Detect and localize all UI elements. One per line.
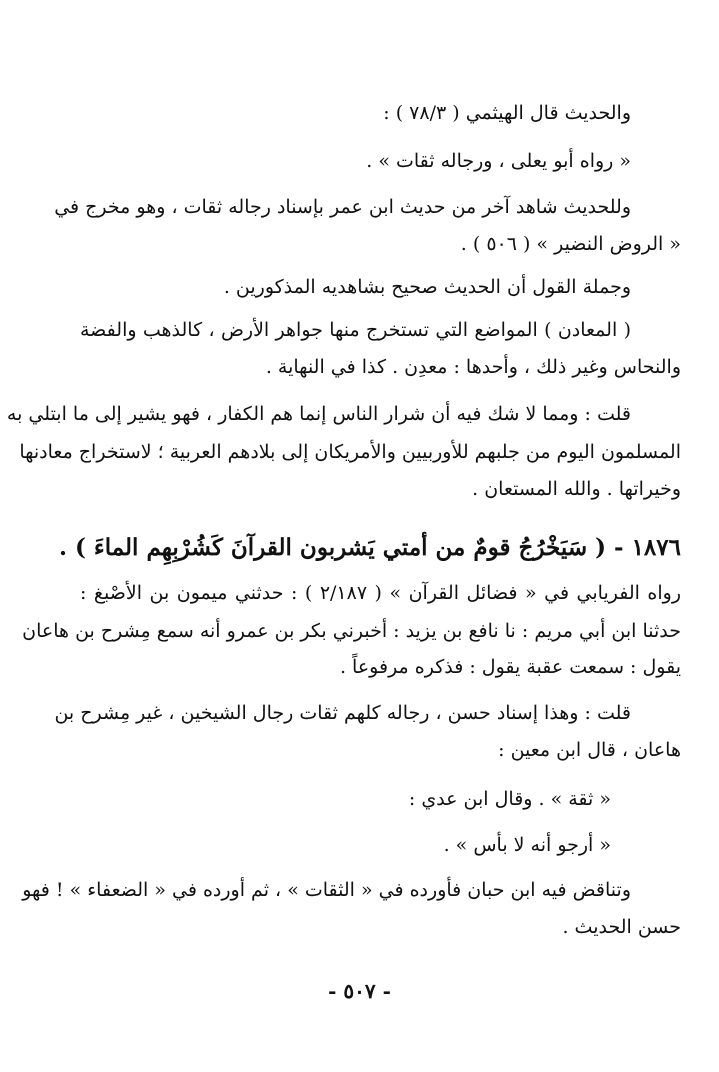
text-line: هاعان ، قال ابن معين : bbox=[498, 739, 681, 761]
text-line: حسن الحديث . bbox=[562, 916, 681, 938]
text-line: وللحديث شاهد آخر من حديث ابن عمر بإسناد رجاله ثقات ، وهو مخرج في bbox=[54, 196, 631, 218]
text-line: وتناقض فيه ابن حبان فأورده في « الثقات » ، ثم أورده في « الضعفاء » ! فهو bbox=[22, 879, 631, 901]
text-line: « ثقة » . وقال ابن عدي : bbox=[408, 788, 611, 810]
text-line: وخيراتها . والله المستعان . bbox=[472, 478, 681, 500]
hadith-number: ١٨٧٦ bbox=[631, 534, 681, 561]
text-line: والنحاس وغير ذلك ، وأحدها : معدِن . كذا في النهاية . bbox=[265, 356, 681, 378]
text-line: حدثنا ابن أبي مريم : نا نافع بن يزيد : أخبرني بكر بن عمرو أنه سمع مِشرح بن هاعان bbox=[22, 620, 681, 642]
text-line: وجملة القول أن الحديث صحيح بشاهديه المذكورين . bbox=[223, 276, 631, 298]
text-line: المسلمون اليوم من جلبهم للأوربيين والأمريكان إلى بلادهم العربية ؛ لاستخراج معادنها bbox=[19, 441, 681, 463]
page-number: - ٥٠٧ - bbox=[328, 979, 391, 1003]
text-line: « أرجو أنه لا بأس » . bbox=[443, 834, 611, 856]
text-line: والحديث قال الهيثمي ( ٧٨/٣ ) : bbox=[383, 102, 631, 124]
text-line: « رواه أبو يعلى ، ورجاله ثقات » . bbox=[366, 150, 631, 172]
hadith-heading bbox=[59, 530, 681, 566]
text-line: قلت : ومما لا شك فيه أن شرار الناس إنما هم الكفار ، فهو يشير إلى ما ابتلي به bbox=[6, 403, 631, 425]
text-line: « الروض النضير » ( ٥٠٦ ) . bbox=[460, 233, 681, 255]
text-line: قلت : وهذا إسناد حسن ، رجاله كلهم ثقات رجال الشيخين ، غير مِشرح بن bbox=[54, 702, 631, 724]
text-line: يقول : سمعت عقبة يقول : فذكره مرفوعاً . bbox=[339, 656, 681, 678]
text-line: رواه الفريابي في « فضائل القرآن » ( ٢/١٨٧ ) : حدثني ميمون بن الأصْبغ : bbox=[80, 582, 682, 604]
hadith-text: - ( سَيَخْرُجُ قومٌ من أمتي يَشربون القرآنَ كَشُرْبِهِم الماءَ ) . bbox=[59, 534, 624, 561]
text-line: ( المعادن ) المواضع التي تستخرج منها جواهر الأرض ، كالذهب والفضة bbox=[80, 319, 631, 341]
